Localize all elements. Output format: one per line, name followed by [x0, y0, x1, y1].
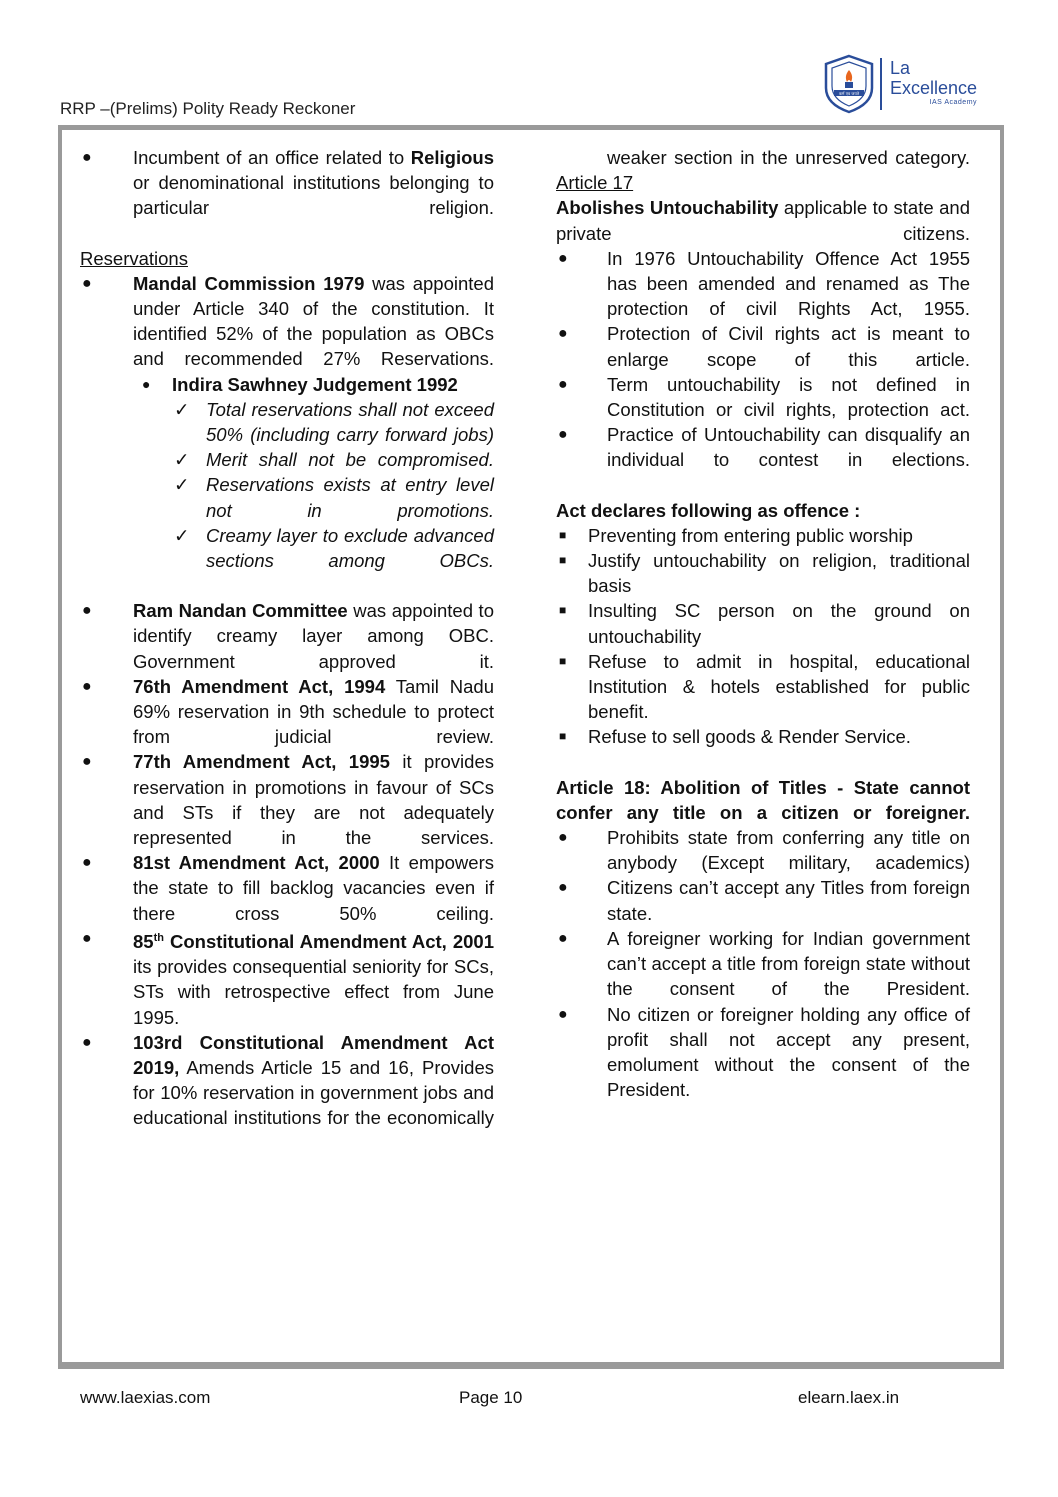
item-text: Practice of Untouchability can disqualify an individual to contest in elections.: [607, 424, 970, 471]
list-item: [80, 271, 494, 372]
svg-text:कर्म एव जयते: कर्म एव जयते: [838, 91, 860, 96]
check-icon: ✓: [174, 449, 190, 471]
list-item: [556, 321, 970, 371]
square-bullet-icon: ■: [559, 653, 567, 668]
item-text: No citizen or foreigner holding any office of profit shall not accept any present, emolument without the consent of the President.: [607, 1003, 970, 1101]
logo-line3: IAS Academy: [929, 99, 978, 106]
continuation-text: weaker section in the unreserved category.: [607, 147, 970, 168]
offence-item: [556, 649, 970, 725]
check-item: [80, 472, 494, 522]
section-heading-article-17: Article 17: [556, 172, 634, 194]
footer-elearn-link[interactable]: elearn.laex.in: [798, 1388, 900, 1407]
item-text: Total reservations shall not exceed 50% (including carry forward jobs): [206, 398, 494, 446]
logo-line2: Excellence: [890, 78, 978, 98]
offence-item: [556, 523, 970, 548]
logo-emblem-icon: [822, 54, 876, 114]
right-column: [556, 145, 970, 1102]
bullet-icon: ●: [82, 149, 92, 166]
item-bold: 77th Amendment Act, 1995: [133, 751, 390, 773]
bullet-icon: ●: [558, 325, 568, 343]
bullet-icon: ●: [558, 249, 568, 267]
item-text: Indira Sawhney Judgement 1992: [172, 373, 458, 395]
bullet-icon: ●: [558, 829, 568, 847]
bullet-icon: ●: [558, 929, 568, 947]
item-text: Merit shall not be compromised.: [206, 449, 494, 471]
list-item: [556, 1002, 970, 1103]
item-text: its provides consequential seniority for SCs, STs with retrospective effect from June 1995.: [133, 956, 494, 1028]
item-text: Term untouchability is not defined in Constitution or civil rights, protection act.: [607, 373, 970, 421]
bullet-icon: ●: [82, 274, 92, 292]
bullet-icon: ●: [558, 1005, 568, 1023]
footer-website-link[interactable]: www.laexias.com: [80, 1388, 211, 1407]
bullet-icon: ●: [82, 753, 92, 771]
list-item: [80, 674, 494, 750]
list-item: [556, 246, 970, 322]
item-bold: 103rd Constitutional Amendment Act 2019,: [133, 1031, 494, 1079]
item-bold: Constitutional Amendment Act, 2001: [163, 931, 494, 953]
page-header-title: RRP –(Prelims) Polity Ready Reckoner: [60, 99, 356, 118]
list-item: [80, 926, 494, 1030]
item-text: Tamil Nadu 69% reservation in 9th schedule to protect from judicial review.: [133, 675, 495, 748]
square-bullet-icon: ■: [559, 553, 567, 568]
list-item: [80, 1030, 494, 1131]
item-text: applicable to state and private citizens.: [556, 197, 970, 244]
item-text: was appointed under Article 340 of the constitution. It identified 52% of the population as OBCs and recommended 27% Reservations.: [133, 272, 495, 370]
list-item: [80, 598, 494, 674]
item-text: In 1976 Untouchability Offence Act 1955 has been amended and renamed as The protection of civil Rights Act, 1955.: [607, 247, 970, 320]
sub-list-item: [80, 372, 494, 397]
section-heading-reservations: Reservations: [80, 247, 188, 269]
item-text: Amends Article 15 and 16, Provides for 10% reservation in government jobs and educational institutions for the economically: [133, 1057, 494, 1129]
bullet-icon: ●: [82, 854, 92, 872]
logo-divider: [880, 58, 882, 110]
item-text: Justify untouchability on religion, traditional basis: [588, 550, 970, 597]
list-item: [556, 422, 970, 472]
square-bullet-icon: ■: [559, 527, 567, 542]
list-item: [80, 749, 494, 850]
list-item: [80, 145, 494, 221]
check-item: [80, 447, 494, 472]
check-item: [80, 523, 494, 573]
square-bullet-icon: ■: [559, 603, 567, 618]
bullet-icon: ●: [558, 426, 568, 444]
offence-item: [556, 724, 970, 749]
item-text: Preventing from entering public worship: [588, 524, 913, 546]
bullet-icon: ●: [82, 602, 92, 620]
list-item: [556, 825, 970, 875]
list-item: [556, 926, 970, 1002]
bullet-icon: ●: [558, 879, 568, 897]
check-icon: ✓: [174, 524, 190, 546]
item-text: or denominational institutions belonging to particular religion.: [133, 172, 494, 219]
item-bold: Ram Nandan Committee: [133, 600, 348, 622]
logo-line1: La: [890, 58, 911, 78]
item-text: Refuse to sell goods & Render Service.: [588, 726, 911, 748]
item-text: Refuse to admit in hospital, educational Institution & hotels established for public benefit.: [588, 650, 970, 723]
item-bold: Abolishes Untouchability: [556, 197, 779, 219]
item-text: A foreigner working for Indian government can’t accept a title from foreign state without the consent of the President.: [607, 927, 970, 1000]
check-icon: ✓: [174, 398, 190, 420]
article-17-intro: [556, 195, 970, 245]
item-text: Citizens can’t accept any Titles from foreign state.: [607, 877, 970, 924]
list-item: [80, 850, 494, 926]
bullet-icon: ●: [142, 375, 151, 392]
item-bold: 76th Amendment Act, 1994: [133, 675, 386, 697]
bullet-icon: ●: [558, 375, 568, 393]
item-bold: Religious: [410, 147, 494, 168]
check-item: [80, 397, 494, 447]
item-text: Reservations exists at entry level not in promotions.: [206, 474, 494, 521]
item-text: was appointed to identify creamy layer among OBC. Government approved it.: [133, 600, 494, 672]
bullet-icon: ●: [82, 929, 92, 947]
list-item: [556, 372, 970, 422]
item-bold: 81st Amendment Act, 2000: [133, 852, 380, 874]
offence-item: [556, 598, 970, 648]
bullet-icon: ●: [82, 677, 92, 695]
item-text: it provides reservation in promotions in favour of SCs and STs if they are not adequately represented in the services.: [133, 751, 494, 849]
item-bold: 85: [133, 931, 154, 953]
item-text: Protection of Civil rights act is meant to enlarge scope of this article.: [607, 323, 970, 370]
item-bold: Mandal Commission 1979: [133, 272, 365, 294]
offence-item: [556, 548, 970, 598]
item-text: Incumbent of an office related to: [133, 147, 411, 168]
square-bullet-icon: ■: [559, 729, 567, 744]
item-text: It empowers the state to fill backlog vacancies even if there cross 50% ceiling.: [133, 852, 494, 924]
item-text: Insulting SC person on the ground on untouchability: [588, 600, 970, 647]
bullet-icon: ●: [82, 1033, 92, 1051]
item-sup: th: [153, 931, 164, 944]
offence-heading: Act declares following as offence :: [556, 499, 861, 521]
check-icon: ✓: [174, 474, 190, 496]
logo-wordmark: [890, 58, 977, 107]
page-number: Page 10: [459, 1388, 523, 1407]
section-heading-article-18: Article 18: Abolition of Titles - State cannot confer any title on a citizen or foreigner.: [556, 776, 970, 823]
item-text: Creamy layer to exclude advanced sections among OBCs.: [206, 524, 494, 572]
left-column: [80, 145, 494, 1131]
list-item: [556, 875, 970, 925]
item-text: Prohibits state from conferring any title on anybody (Except military, academics): [607, 827, 970, 874]
